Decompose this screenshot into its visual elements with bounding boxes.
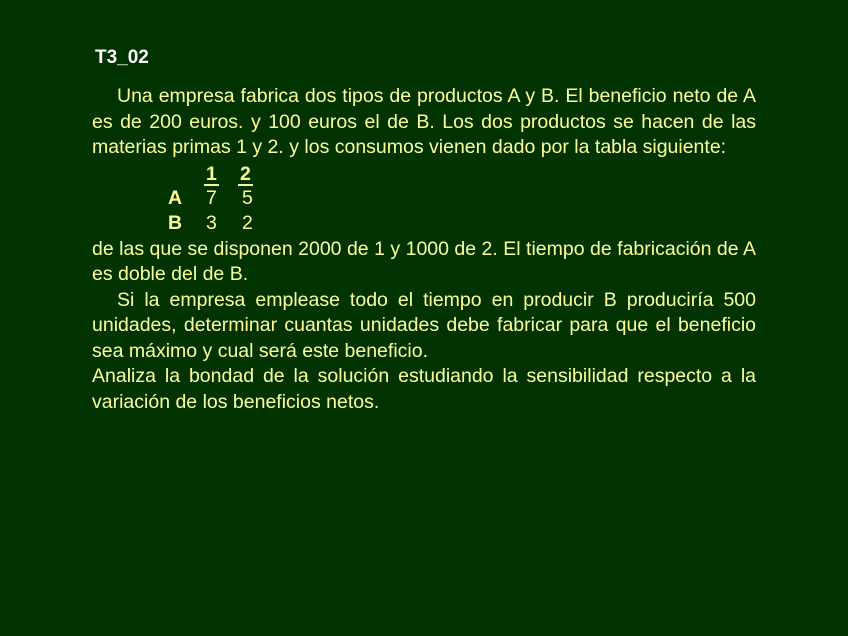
- table-cell-b-2: 2: [242, 211, 253, 234]
- table-row-label-a: A: [168, 186, 183, 209]
- table-cell-a-1: 7: [206, 186, 217, 209]
- problem-paragraph-4: Analiza la bondad de la solución estudiando la sensibilidad respecto a la variación de los beneficios netos.: [92, 365, 756, 413]
- table-header-1: 1: [206, 162, 217, 185]
- problem-text: [92, 84, 756, 415]
- table-cell-a-2: 5: [242, 186, 253, 209]
- consumption-table: [92, 161, 756, 237]
- slide-title: T3_02: [95, 47, 149, 68]
- problem-paragraph-1: Una empresa fabrica dos tipos de productos A y B. El beneficio neto de A es de 200 euros. y 100 euros el de B. Los dos productos se hacen de las materias primas 1 y 2. y los consumos vienen dado por la tabla siguiente:: [92, 85, 756, 158]
- table-row-label-b: B: [168, 211, 183, 234]
- problem-paragraph-3: Si la empresa emplease todo el tiempo en producir B produciría 500 unidades, determinar cuantas unidades debe fabricar para que el beneficio sea máximo y cual será este beneficio.: [92, 288, 756, 362]
- table-header-2: 2: [240, 162, 251, 185]
- problem-paragraph-2: de las que se disponen 2000 de 1 y 1000 de 2. El tiempo de fabricación de A es doble del de B.: [92, 237, 756, 285]
- table-cell-b-1: 3: [206, 211, 217, 234]
